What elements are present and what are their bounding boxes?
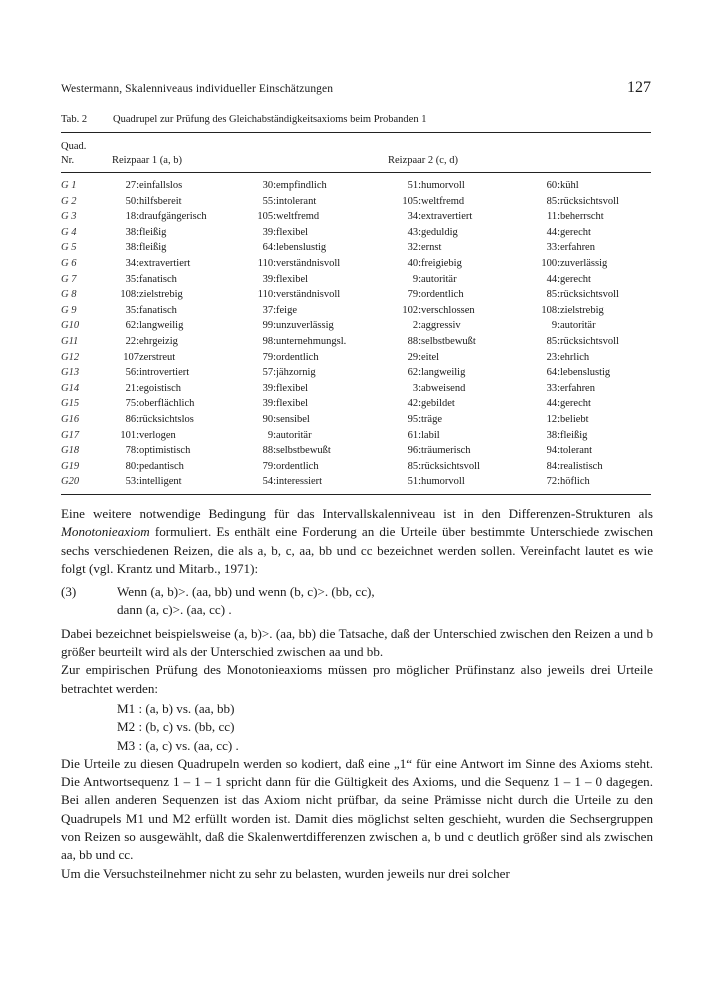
column-header-quad-line2: Nr. xyxy=(61,155,75,166)
row-a-word: langweilig xyxy=(139,320,184,332)
row-b-word: lebenslustig xyxy=(276,242,327,254)
row-a-number: 108: xyxy=(120,289,139,301)
row-b-number: 39: xyxy=(262,382,276,394)
row-b-number: 55: xyxy=(262,195,276,207)
row-d-word: beliebt xyxy=(560,413,589,425)
row-c-word: gebildet xyxy=(421,398,455,410)
row-a-word: fleißig xyxy=(139,226,167,238)
row-b-number: 9: xyxy=(267,429,276,441)
row-c-word: aggressiv xyxy=(421,320,461,332)
row-c-word: labil xyxy=(421,429,440,441)
table-row xyxy=(61,225,651,241)
row-a-word: fanatisch xyxy=(139,273,177,285)
row-b-number: 64: xyxy=(262,242,276,254)
row-b-number: 54: xyxy=(262,476,276,488)
row-d-number: 44: xyxy=(546,398,560,410)
row-d-number: 9: xyxy=(551,320,560,332)
row-b-word: weltfremd xyxy=(276,211,320,223)
table-caption-text: Quadrupel zur Prüfung des Gleichabständigkeitsaxioms beim Probanden 1 xyxy=(113,114,427,125)
row-d-word: rücksichtsvoll xyxy=(560,195,619,207)
m-list-item-3: M3 : (a, c) vs. (aa, cc) . xyxy=(117,737,239,753)
row-c-number: 85: xyxy=(407,460,421,472)
row-d-word: ehrlich xyxy=(560,351,590,363)
row-d-word: realistisch xyxy=(560,460,603,472)
row-c-number: 62: xyxy=(407,367,421,379)
row-c-word: autoritär xyxy=(421,273,457,285)
table-caption xyxy=(61,114,426,125)
row-b-word: empfindlich xyxy=(276,180,327,191)
row-quad-number: G 4 xyxy=(61,226,77,238)
table-row xyxy=(61,428,651,444)
row-c-number: 42: xyxy=(407,398,421,410)
row-c-word: langweilig xyxy=(421,367,466,379)
row-d-word: höflich xyxy=(560,476,590,488)
row-c-number: 79: xyxy=(407,289,421,301)
row-b-number: 37: xyxy=(262,304,276,316)
row-c-number: 105: xyxy=(402,195,421,207)
row-b-number: 90: xyxy=(262,413,276,425)
row-c-number: 3: xyxy=(412,382,421,394)
row-d-word: zuverlässig xyxy=(560,257,608,269)
table-row xyxy=(61,209,651,225)
row-b-word: flexibel xyxy=(276,382,309,394)
row-b-number: 99: xyxy=(262,320,276,332)
row-quad-number: G11 xyxy=(61,335,79,347)
row-a-word: ehrgeizig xyxy=(139,335,178,347)
row-d-number: 11: xyxy=(546,211,560,223)
table-top-rule xyxy=(61,132,651,133)
row-c-number: 9: xyxy=(412,273,421,285)
row-c-word: freigiebig xyxy=(421,257,462,269)
row-d-word: gerecht xyxy=(560,273,591,285)
row-a-number: 78: xyxy=(125,445,139,457)
row-b-number: 39: xyxy=(262,398,276,410)
table-row xyxy=(61,381,651,397)
row-b-number: 39: xyxy=(262,273,276,285)
row-quad-number: G14 xyxy=(61,382,80,394)
row-d-number: 44: xyxy=(546,226,560,238)
row-d-number: 94: xyxy=(546,445,560,457)
row-d-word: fleißig xyxy=(560,429,588,441)
row-a-word: egoistisch xyxy=(139,382,181,394)
row-b-word: sensibel xyxy=(276,413,310,425)
paragraph-3: Zur empirischen Prüfung des Monotonieaxioms müssen pro möglicher Prüfinstanz also jeweils drei Urteile betrachtet werden: xyxy=(61,662,653,696)
row-quad-number: G 3 xyxy=(61,211,77,223)
row-c-number: 96: xyxy=(407,445,421,457)
row-a-word: zerstreut xyxy=(139,351,176,363)
row-c-number: 51: xyxy=(407,476,421,488)
row-a-number: 38: xyxy=(125,242,139,254)
row-b-word: interessiert xyxy=(276,476,323,488)
row-b-number: 98: xyxy=(262,335,276,347)
m-list xyxy=(117,700,653,755)
row-d-number: 108: xyxy=(541,304,560,316)
row-c-number: 32: xyxy=(407,242,421,254)
table-body xyxy=(61,178,651,490)
row-a-number: 101: xyxy=(120,429,139,441)
row-c-number: 34: xyxy=(407,211,421,223)
m-list-item-1: M1 : (a, b) vs. (aa, bb) xyxy=(117,700,235,716)
row-d-word: kühl xyxy=(560,180,579,191)
row-c-word: träge xyxy=(421,413,442,425)
row-c-word: extravertiert xyxy=(421,211,473,223)
row-d-word: tolerant xyxy=(560,445,593,457)
row-d-word: erfahren xyxy=(560,382,595,394)
row-a-number: 75: xyxy=(125,398,139,410)
row-a-number: 18: xyxy=(125,211,139,223)
row-d-number: 23: xyxy=(546,351,560,363)
row-b-number: 88: xyxy=(262,445,276,457)
table-row xyxy=(61,318,651,334)
row-a-number: 22: xyxy=(125,335,139,347)
row-b-number: 57: xyxy=(262,367,276,379)
table-row xyxy=(61,412,651,428)
row-d-word: rücksichtsvoll xyxy=(560,289,619,301)
formula-line-2: dann (a, c)>. (aa, cc) . xyxy=(117,602,232,618)
row-d-number: 38: xyxy=(546,429,560,441)
formula-line-1: Wenn (a, b)>. (aa, bb) und wenn (b, c)>. (bb, cc), xyxy=(117,584,375,600)
row-a-word: pedantisch xyxy=(139,460,184,472)
row-c-word: abweisend xyxy=(421,382,466,394)
table-row xyxy=(61,474,651,490)
row-a-number: 50: xyxy=(125,195,139,207)
row-d-number: 85: xyxy=(546,289,560,301)
row-d-number: 12: xyxy=(546,413,560,425)
row-quad-number: G 2 xyxy=(61,195,77,207)
row-d-word: zielstrebig xyxy=(560,304,604,316)
table-row xyxy=(61,240,651,256)
row-c-word: geduldig xyxy=(421,226,458,238)
row-quad-number: G12 xyxy=(61,351,80,363)
column-header-quad xyxy=(61,140,86,168)
row-a-word: intelligent xyxy=(139,476,182,488)
table-row xyxy=(61,459,651,475)
row-a-word: verlogen xyxy=(139,429,176,441)
row-quad-number: G19 xyxy=(61,460,80,472)
row-quad-number: G 5 xyxy=(61,242,77,254)
table-header-rule xyxy=(61,172,651,173)
row-quad-number: G10 xyxy=(61,320,80,332)
row-c-number: 51: xyxy=(407,180,421,191)
row-quad-number: G 8 xyxy=(61,289,77,301)
row-b-word: autoritär xyxy=(276,429,312,441)
row-c-word: rücksichtsvoll xyxy=(421,460,480,472)
formula-line-2-row xyxy=(61,601,653,619)
paragraph-4: Die Urteile zu diesen Quadrupeln werden so kodiert, daß eine „1“ für eine Antwort im Sinne des Axioms steht. Die Antwortsequenz 1 – 1 – 1 spricht dann für die Gültigkeit des Axioms, und die Sequenz 1 – 1 – 0 dagegen. Bei allen anderen Sequenzen ist das Axiom nicht prüfbar, da seine Prämisse nicht durch die Urteile zu den Quadrupels M1 und M2 erfüllt worden ist. Damit dies möglichst selten geschieht, wurden die Sechsergruppen von Reizen so ausgewählt, daß die Skalenwertdifferenzen zwischen a, b und c deutlich größer sind als zwischen aa, bb und cc. xyxy=(61,755,653,863)
row-d-number: 33: xyxy=(546,382,560,394)
row-a-word: einfallslos xyxy=(139,180,183,191)
row-b-number: 79: xyxy=(262,351,276,363)
row-c-number: 2: xyxy=(412,320,421,332)
paragraph-1-part1: Eine weitere notwendige Bedingung für das Intervallskalenniveau ist in den Differenzen-Strukturen als xyxy=(61,506,653,521)
row-b-word: verständnisvoll xyxy=(276,289,341,301)
column-header-pair2: Reizpaar 2 (c, d) xyxy=(388,155,458,166)
row-c-word: ordentlich xyxy=(421,289,464,301)
row-quad-number: G18 xyxy=(61,445,80,457)
table-row xyxy=(61,350,651,366)
row-b-word: ordentlich xyxy=(276,351,319,363)
row-a-word: fleißig xyxy=(139,242,167,254)
row-b-number: 105: xyxy=(257,211,276,223)
row-b-number: 79: xyxy=(262,460,276,472)
table-row xyxy=(61,334,651,350)
row-a-word: zielstrebig xyxy=(139,289,183,301)
row-b-word: verständnisvoll xyxy=(276,257,341,269)
row-c-number: 95: xyxy=(407,413,421,425)
row-d-word: beherrscht xyxy=(560,211,604,223)
table-row xyxy=(61,256,651,272)
m-list-item-2: M2 : (b, c) vs. (bb, cc) xyxy=(117,719,235,735)
column-header-pair1: Reizpaar 1 (a, b) xyxy=(112,155,182,166)
table-bottom-rule xyxy=(61,494,651,495)
formula-3 xyxy=(61,583,653,601)
page-number: 127 xyxy=(627,79,651,96)
row-d-number: 85: xyxy=(546,195,560,207)
table-row xyxy=(61,303,651,319)
row-c-word: weltfremd xyxy=(421,195,465,207)
row-d-word: erfahren xyxy=(560,242,595,254)
row-a-word: rücksichtslos xyxy=(139,413,194,425)
row-b-word: ordentlich xyxy=(276,460,319,472)
table-row xyxy=(61,396,651,412)
row-c-word: ernst xyxy=(421,242,442,254)
formula-number: (3) xyxy=(61,584,77,600)
row-quad-number: G20 xyxy=(61,476,80,488)
page-header xyxy=(61,80,651,100)
row-c-number: 61: xyxy=(407,429,421,441)
row-a-number: 34: xyxy=(125,257,139,269)
row-c-word: träumerisch xyxy=(421,445,471,457)
row-b-number: 39: xyxy=(262,226,276,238)
row-d-word: autoritär xyxy=(560,320,596,332)
row-d-number: 72: xyxy=(546,476,560,488)
row-quad-number: G 7 xyxy=(61,273,77,285)
row-quad-number: G 6 xyxy=(61,257,77,269)
body-text xyxy=(61,505,653,883)
row-d-number: 100: xyxy=(541,257,560,269)
row-b-word: unzuverlässig xyxy=(276,320,334,332)
row-d-number: 60: xyxy=(546,180,560,191)
row-d-number: 44: xyxy=(546,273,560,285)
row-b-word: unternehmungsl. xyxy=(276,335,347,347)
row-a-word: hilfsbereit xyxy=(139,195,182,207)
row-a-number: 21: xyxy=(125,382,139,394)
table-row xyxy=(61,365,651,381)
row-c-word: selbstbewußt xyxy=(421,335,476,347)
row-a-number: 56: xyxy=(125,367,139,379)
row-c-number: 43: xyxy=(407,226,421,238)
row-d-number: 85: xyxy=(546,335,560,347)
row-b-word: selbstbewußt xyxy=(276,445,331,457)
row-b-number: 110: xyxy=(257,289,276,301)
row-a-number: 107 xyxy=(123,351,139,363)
paragraph-1-emphasis: Monotonieaxiom xyxy=(61,524,150,540)
row-b-word: jähzornig xyxy=(276,367,316,379)
row-b-word: intolerant xyxy=(276,195,317,207)
row-d-word: rücksichtsvoll xyxy=(560,335,619,347)
table-row xyxy=(61,178,651,194)
row-a-word: introvertiert xyxy=(139,367,190,379)
paragraph-1 xyxy=(61,505,653,578)
column-header-quad-line1: Quad. xyxy=(61,141,87,152)
table-row xyxy=(61,194,651,210)
row-c-word: humorvoll xyxy=(421,476,465,488)
row-c-number: 102: xyxy=(402,304,421,316)
row-d-word: lebenslustig xyxy=(560,367,611,379)
row-a-number: 86: xyxy=(125,413,139,425)
running-title: Westermann, Skalenniveaus individueller Einschätzungen xyxy=(61,83,334,95)
table-label: Tab. 2 xyxy=(61,114,88,125)
paragraph-1-part2: formuliert. Es enthält eine Forderung an die Urteile über bestimmte Unterschiede zwischen sechs verschiedenen Reizen, die als a, b, c, aa, bb und cc bezeichnet werden sollen. Vereinfacht lautet es wie folgt (vgl. Krantz und Mitarb., 1971): xyxy=(61,524,653,576)
row-c-word: verschlossen xyxy=(421,304,475,316)
row-b-number: 30: xyxy=(262,180,276,191)
row-quad-number: G15 xyxy=(61,398,80,410)
row-a-number: 35: xyxy=(125,273,139,285)
row-quad-number: G 1 xyxy=(61,180,77,191)
row-a-word: extravertiert xyxy=(139,257,191,269)
row-b-number: 110: xyxy=(257,257,276,269)
row-b-word: flexibel xyxy=(276,273,309,285)
row-a-number: 53: xyxy=(125,476,139,488)
row-c-number: 29: xyxy=(407,351,421,363)
row-quad-number: G13 xyxy=(61,367,80,379)
row-c-word: eitel xyxy=(421,351,440,363)
row-c-word: humorvoll xyxy=(421,180,465,191)
row-d-word: gerecht xyxy=(560,226,591,238)
row-d-number: 84: xyxy=(546,460,560,472)
row-quad-number: G16 xyxy=(61,413,80,425)
row-a-word: draufgängerisch xyxy=(139,211,207,223)
row-b-word: flexibel xyxy=(276,226,309,238)
row-c-number: 88: xyxy=(407,335,421,347)
row-a-number: 80: xyxy=(125,460,139,472)
table-row xyxy=(61,443,651,459)
paragraph-2: Dabei bezeichnet beispielsweise (a, b)>. (aa, bb) die Tatsache, daß der Unterschied zwischen den Reizen a und b größer beurteilt wird als der Unterschied zwischen aa und bb. xyxy=(61,625,653,660)
row-a-number: 27: xyxy=(125,180,139,191)
row-a-number: 38: xyxy=(125,226,139,238)
row-d-number: 33: xyxy=(546,242,560,254)
row-quad-number: G 9 xyxy=(61,304,77,316)
row-quad-number: G17 xyxy=(61,429,80,441)
row-d-number: 64: xyxy=(546,367,560,379)
quadruple-table xyxy=(61,178,651,490)
row-a-word: fanatisch xyxy=(139,304,177,316)
paragraph-5: Um die Versuchsteilnehmer nicht zu sehr zu belasten, wurden jeweils nur drei solcher xyxy=(61,865,510,881)
row-a-word: optimistisch xyxy=(139,445,191,457)
row-a-word: oberflächlich xyxy=(139,398,195,410)
row-a-number: 35: xyxy=(125,304,139,316)
table-row xyxy=(61,272,651,288)
row-b-word: feige xyxy=(276,304,297,316)
row-c-number: 40: xyxy=(407,257,421,269)
row-d-word: gerecht xyxy=(560,398,591,410)
table-row xyxy=(61,287,651,303)
row-a-number: 62: xyxy=(125,320,139,332)
row-b-word: flexibel xyxy=(276,398,309,410)
